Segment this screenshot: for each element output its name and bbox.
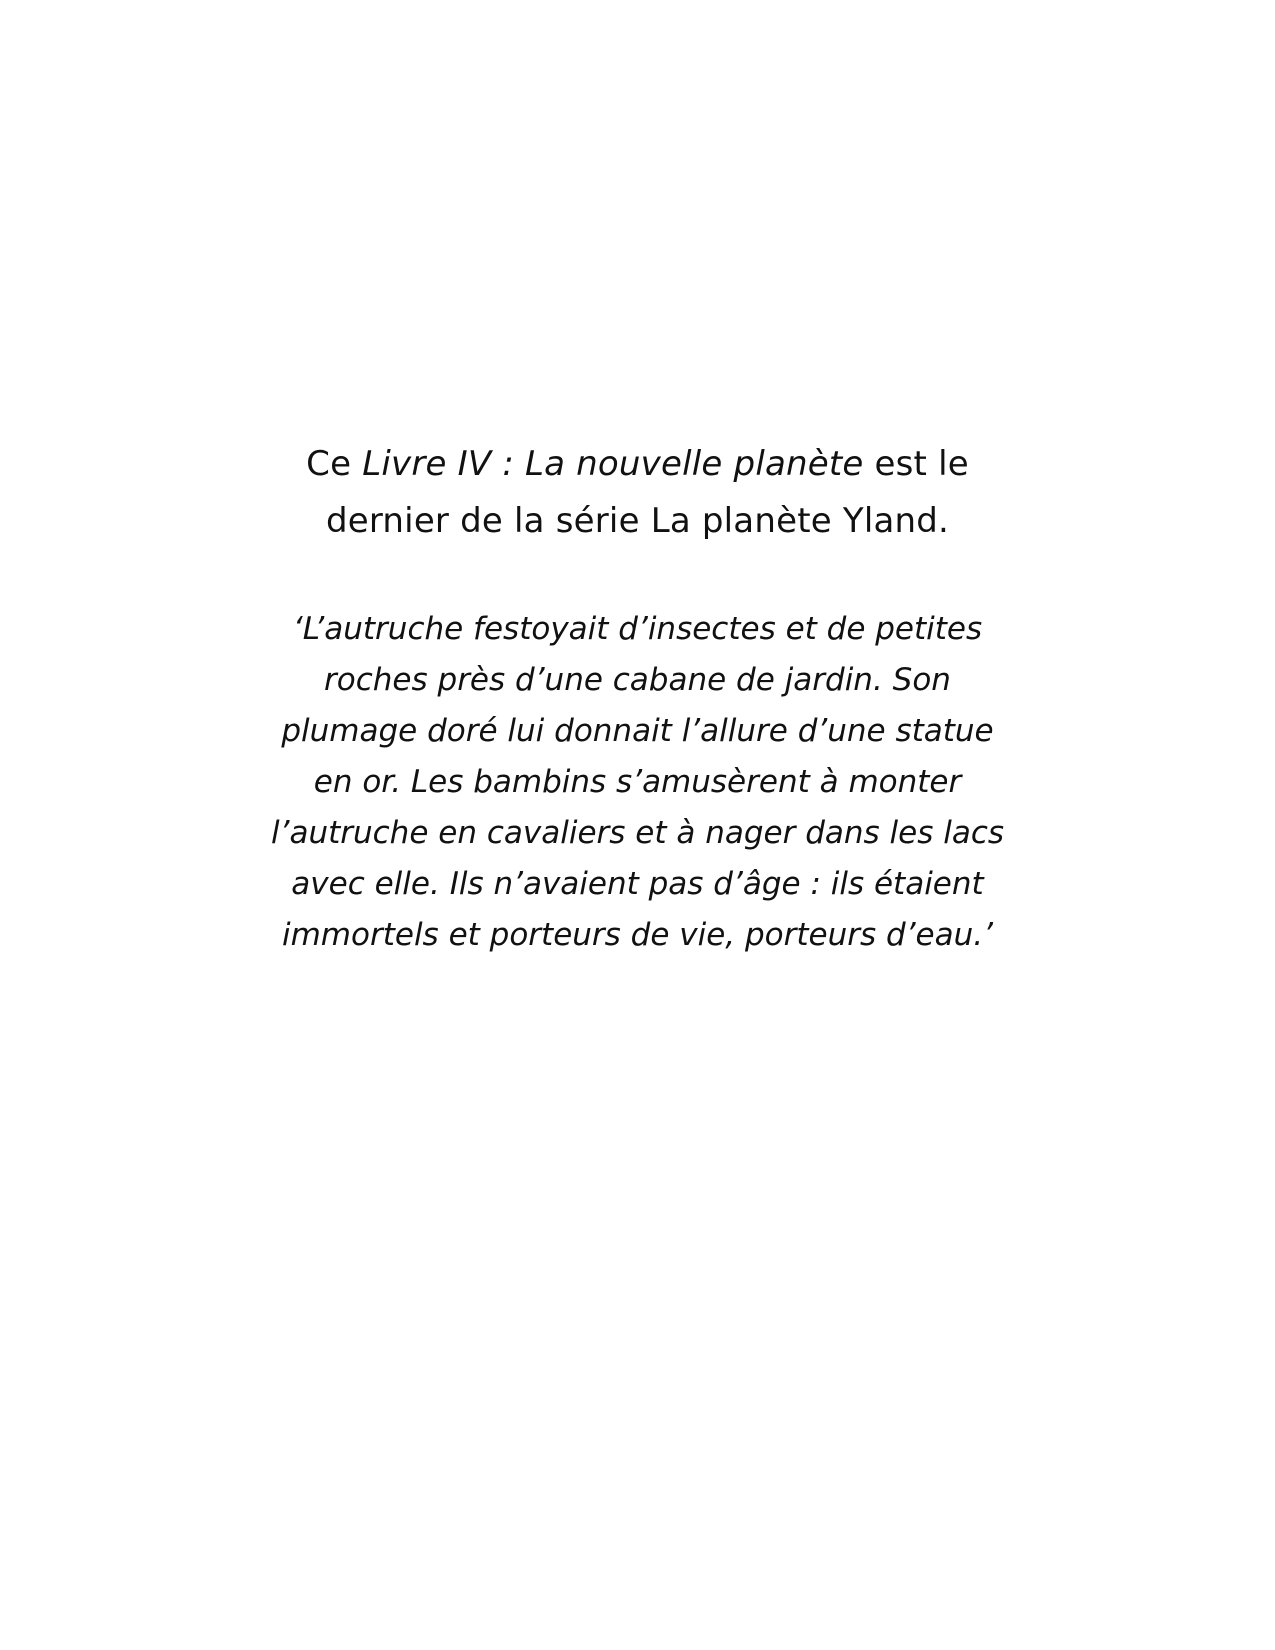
excerpt-line: immortels et porteurs de vie, porteurs d’eau.’ [282,917,993,953]
excerpt-line: plumage doré lui donnait l’allure d’une statue [281,713,994,749]
excerpt-line: roches près d’une cabane de jardin. Son [324,662,951,698]
excerpt-line: l’autruche en cavaliers et à nager dans les lacs [270,815,1005,851]
intro-paragraph [0,436,1275,550]
excerpt-line: avec elle. Ils n’avaient pas d’âge : ils étaient [291,866,984,902]
intro-suffix: est le [863,444,969,484]
excerpt-quote [0,604,1275,961]
excerpt-line: en or. Les bambins s’amusèrent à monter [313,764,962,800]
intro-line-2: dernier de la série La planète Yland. [325,501,950,541]
book-title: Livre IV : La nouvelle planète [362,444,864,484]
intro-prefix: Ce [306,444,363,484]
intro-line-1 [0,436,1275,493]
excerpt-line: ‘L’autruche festoyait d’insectes et de petites [292,611,983,647]
